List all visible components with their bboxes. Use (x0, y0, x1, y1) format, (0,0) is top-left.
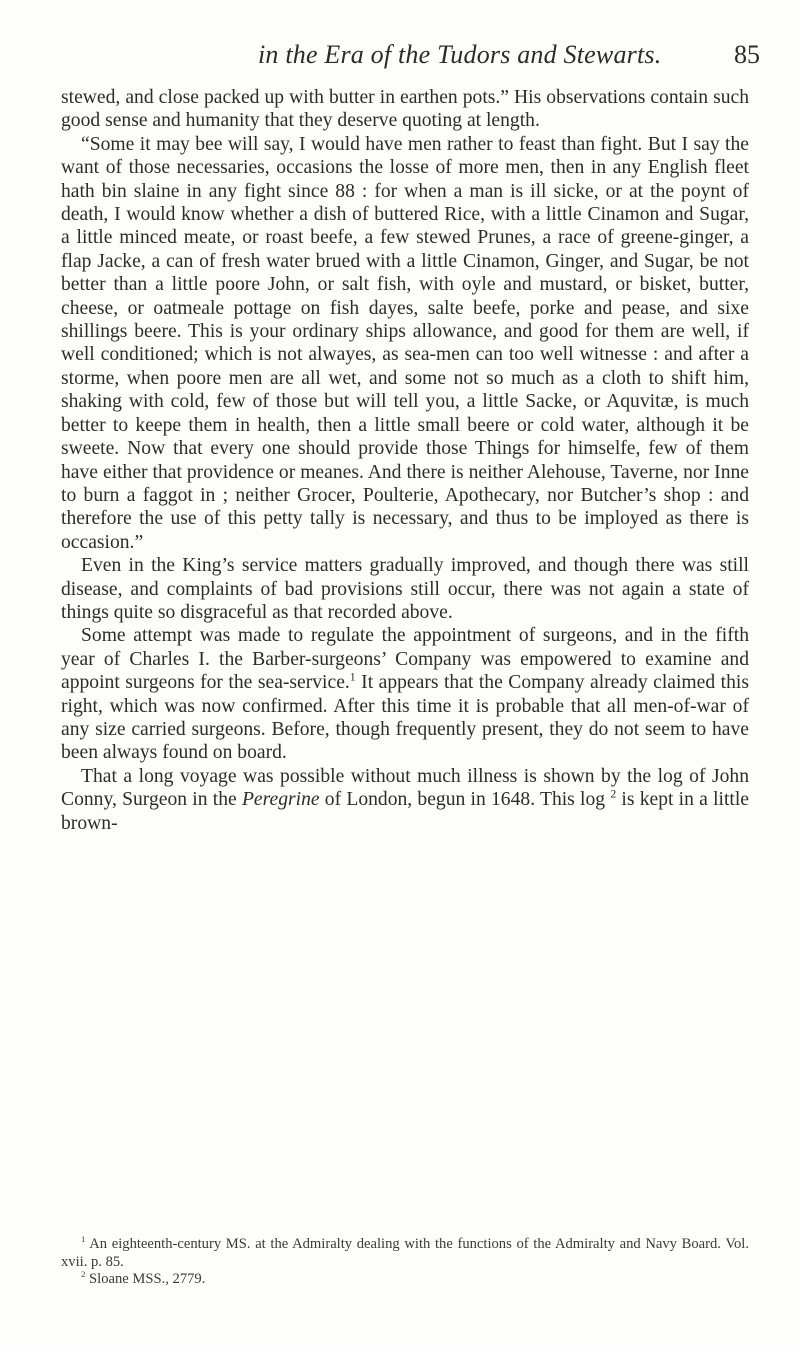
paragraph-kings-service: Even in the King’s service matters gradually improved, and though there was still disease, and complaints of bad provisions still occur, there was not again a state of things quite so disgraceful as that recorded above. (61, 555, 749, 623)
footnote-1-mark: 1 (81, 1234, 86, 1245)
footnote-2-text: Sloane MSS., 2779. (85, 1271, 206, 1287)
ship-name: Peregrine (241, 789, 320, 811)
paragraph-surgeons-text-a: Some attempt was made to regulate the appointment of surgeons, and in the fifth year of Charles I. the Barber-surgeons’ Company was empowered to examine and appoint surgeons for the sea-service. (61, 625, 749, 694)
page-number: 85 (734, 40, 760, 69)
paragraph-voyage-text-b: of London, begun in 1648. This log (319, 789, 611, 811)
paragraph-voyage-text-c: is kept in a little brown- (61, 789, 749, 834)
footnote-2 (61, 1271, 749, 1289)
footnotes (61, 1236, 749, 1289)
paragraph-continuation: stewed, and close packed up with butter in earthen pots.” His observations contain such good sense and humanity that they deserve quoting at length. (61, 87, 749, 132)
paragraph-long-voyage (61, 765, 749, 835)
footnote-ref-1: 1 (349, 670, 356, 684)
footnote-2-mark: 2 (81, 1269, 86, 1280)
running-head: in the Era of the Tudors and Stewarts. (258, 40, 662, 69)
paragraph-quotation: “Some it may bee will say, I would have men rather to feast than fight. But I say the want of those necessaries, occasions the losse of more men, then in any English fleet hath bin slaine in any fight since 88 : for when a man is ill sicke, or at the poynt of death, I would know whether a dish of buttered Rice, with a little Cinamon and Sugar, a little minced meate, or roast beefe, a few stewed Prunes, a race of greene-ginger, a flap Jacke, a can of fresh water brued with a little Cinamon, Ginger, and Sugar, be not better than a little poore John, or salt fish, with oyle and mustard, or bisket, butter, cheese, or oatmeale pottage on fish dayes, salte beefe, porke and pease, and sixe shillings beere. This is your ordinary ships allowance, and good for them are well, if well conditioned; which is not alwayes, as sea-men can too well witnesse : and after a storme, when poore men are all wet, and some not so much as a cloth to shift him, shaking with cold, few of those but will tell you, a little Sacke, or Aquvitæ, is much better to keepe them in health, then a little small beere or cold water, although it be sweete. Now that every one should provide those Things for himselfe, few of them have either that providence or meanes. And there is neither Alehouse, Taverne, nor Inne to burn a faggot in ; neither Grocer, Poulterie, Apothecary, nor Butcher’s shop : and therefore the use of this petty tally is necessary, and thus to be imployed as there is occasion.” (61, 133, 749, 553)
paragraph-voyage-text-a: That a long voyage was possible without much illness is shown by the log of John Conny, Surgeon in the (61, 765, 749, 811)
footnote-ref-2: 2 (610, 787, 617, 801)
footnote-1-text: An eighteenth-century MS. at the Admiralty dealing with the functions of the Admiralty and Navy Board. Vol. xvii. p. 85. (61, 1236, 749, 1270)
paragraph-surgeons (61, 624, 749, 764)
body-text (61, 86, 749, 835)
footnote-1 (61, 1236, 749, 1271)
paragraph-surgeons-text-b: It appears that the Company already claimed this right, which was now confirmed. After this time it is probable that all men-of-war of any size carried surgeons. Before, though frequently present, they do not seem to have been always found on board. (61, 672, 749, 764)
